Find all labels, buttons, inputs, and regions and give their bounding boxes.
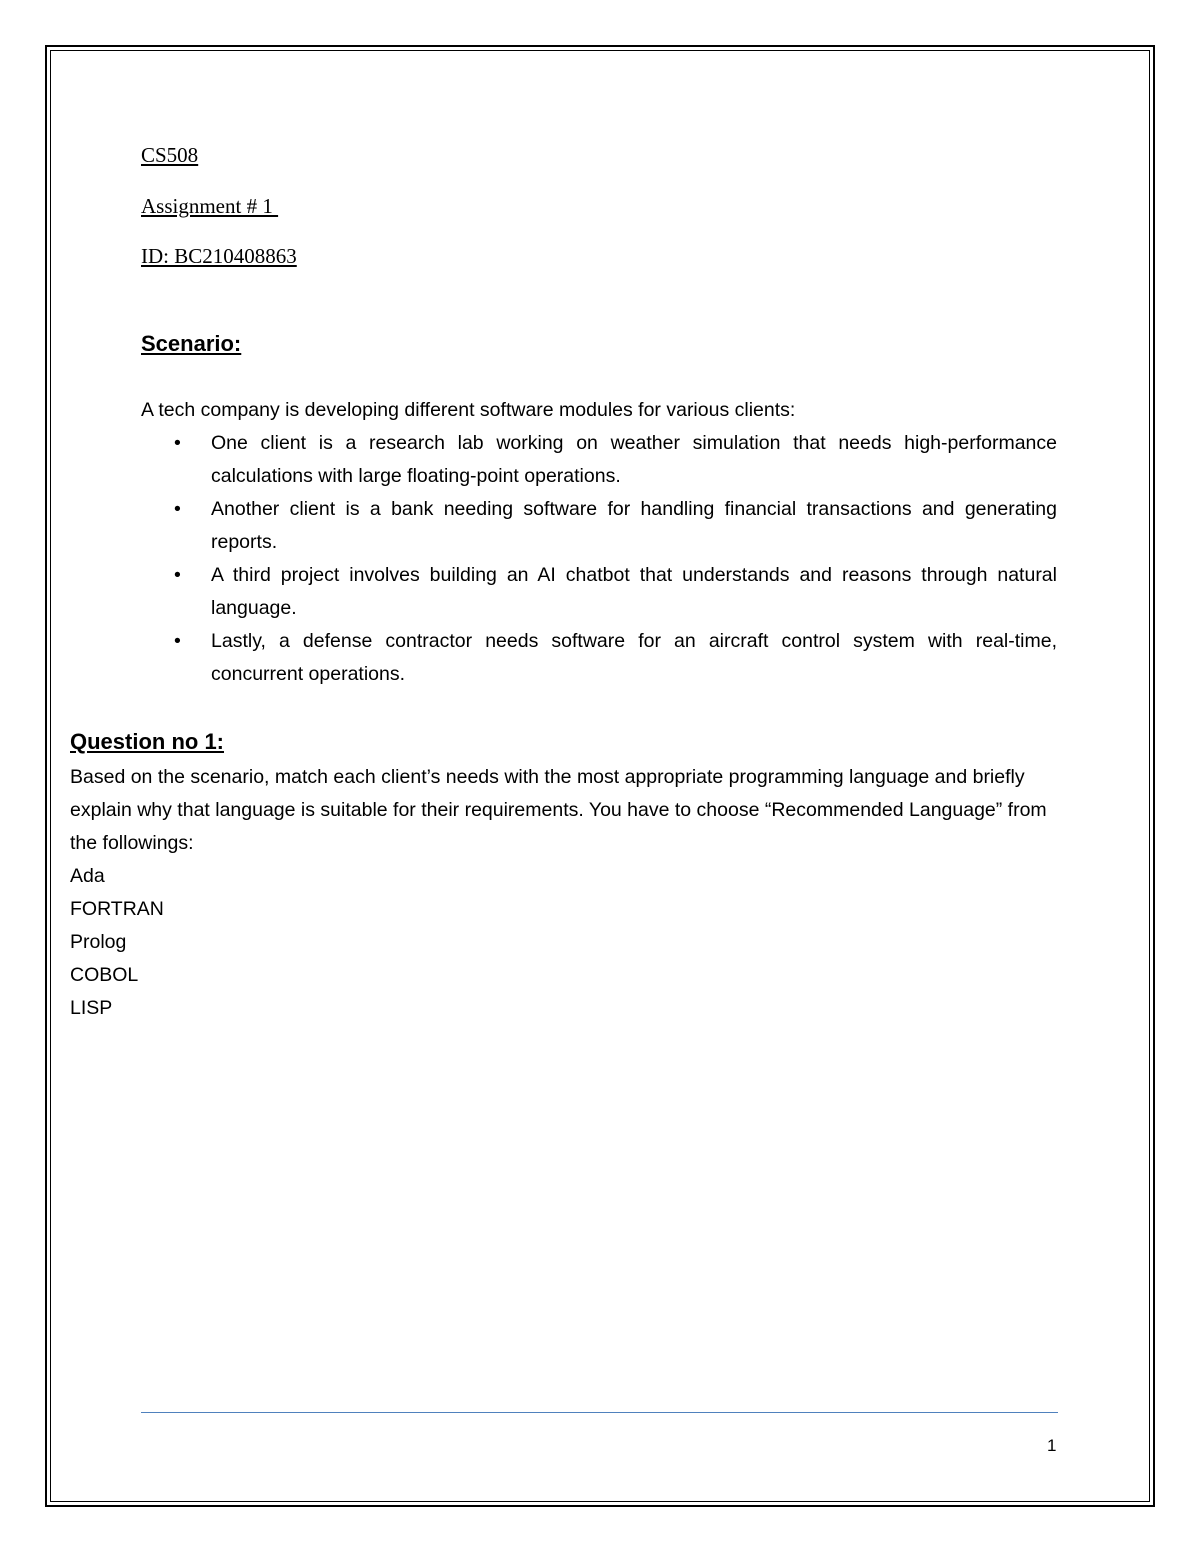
scenario-item <box>141 427 1057 493</box>
language-option-lisp: LISP <box>70 997 113 1019</box>
bullet-icon: • <box>174 630 181 652</box>
scenario-item-text: Another client is a bank needing software for handling financial transactions and generating reports. <box>211 498 1057 553</box>
page-number: 1 <box>1047 1436 1057 1455</box>
scenario-list <box>141 427 1057 691</box>
scenario-item-text: One client is a research lab working on weather simulation that needs high-performance calculations with large floating-point operations. <box>211 432 1057 487</box>
student-id: ID: BC210408863 <box>141 244 297 268</box>
bullet-icon: • <box>174 498 181 520</box>
language-option-ada: Ada <box>70 865 105 887</box>
language-option-prolog: Prolog <box>70 931 127 953</box>
scenario-item <box>141 493 1057 559</box>
scenario-item <box>141 625 1057 691</box>
question-heading: Question no 1: <box>70 729 224 754</box>
scenario-item <box>141 559 1057 625</box>
scenario-intro: A tech company is developing different software modules for various clients: <box>141 399 796 421</box>
language-option-cobol: COBOL <box>70 964 139 986</box>
scenario-heading: Scenario: <box>141 331 242 356</box>
bullet-icon: • <box>174 432 181 454</box>
language-list <box>70 860 164 1025</box>
question-text: Based on the scenario, match each client’s needs with the most appropriate programming language and briefly explain why that language is suitable for their requirements. You have to choose “Recommended Language” from the followings: <box>70 766 1047 854</box>
scenario-item-text: Lastly, a defense contractor needs software for an aircraft control system with real-time, concurrent operations. <box>211 630 1057 685</box>
assignment-title: Assignment # 1 <box>141 194 279 218</box>
footer-rule <box>141 1412 1058 1413</box>
course-code: CS508 <box>141 143 199 167</box>
bullet-icon: • <box>174 564 181 586</box>
language-option-fortran: FORTRAN <box>70 898 164 920</box>
scenario-item-text: A third project involves building an AI chatbot that understands and reasons through natural language. <box>211 564 1057 619</box>
